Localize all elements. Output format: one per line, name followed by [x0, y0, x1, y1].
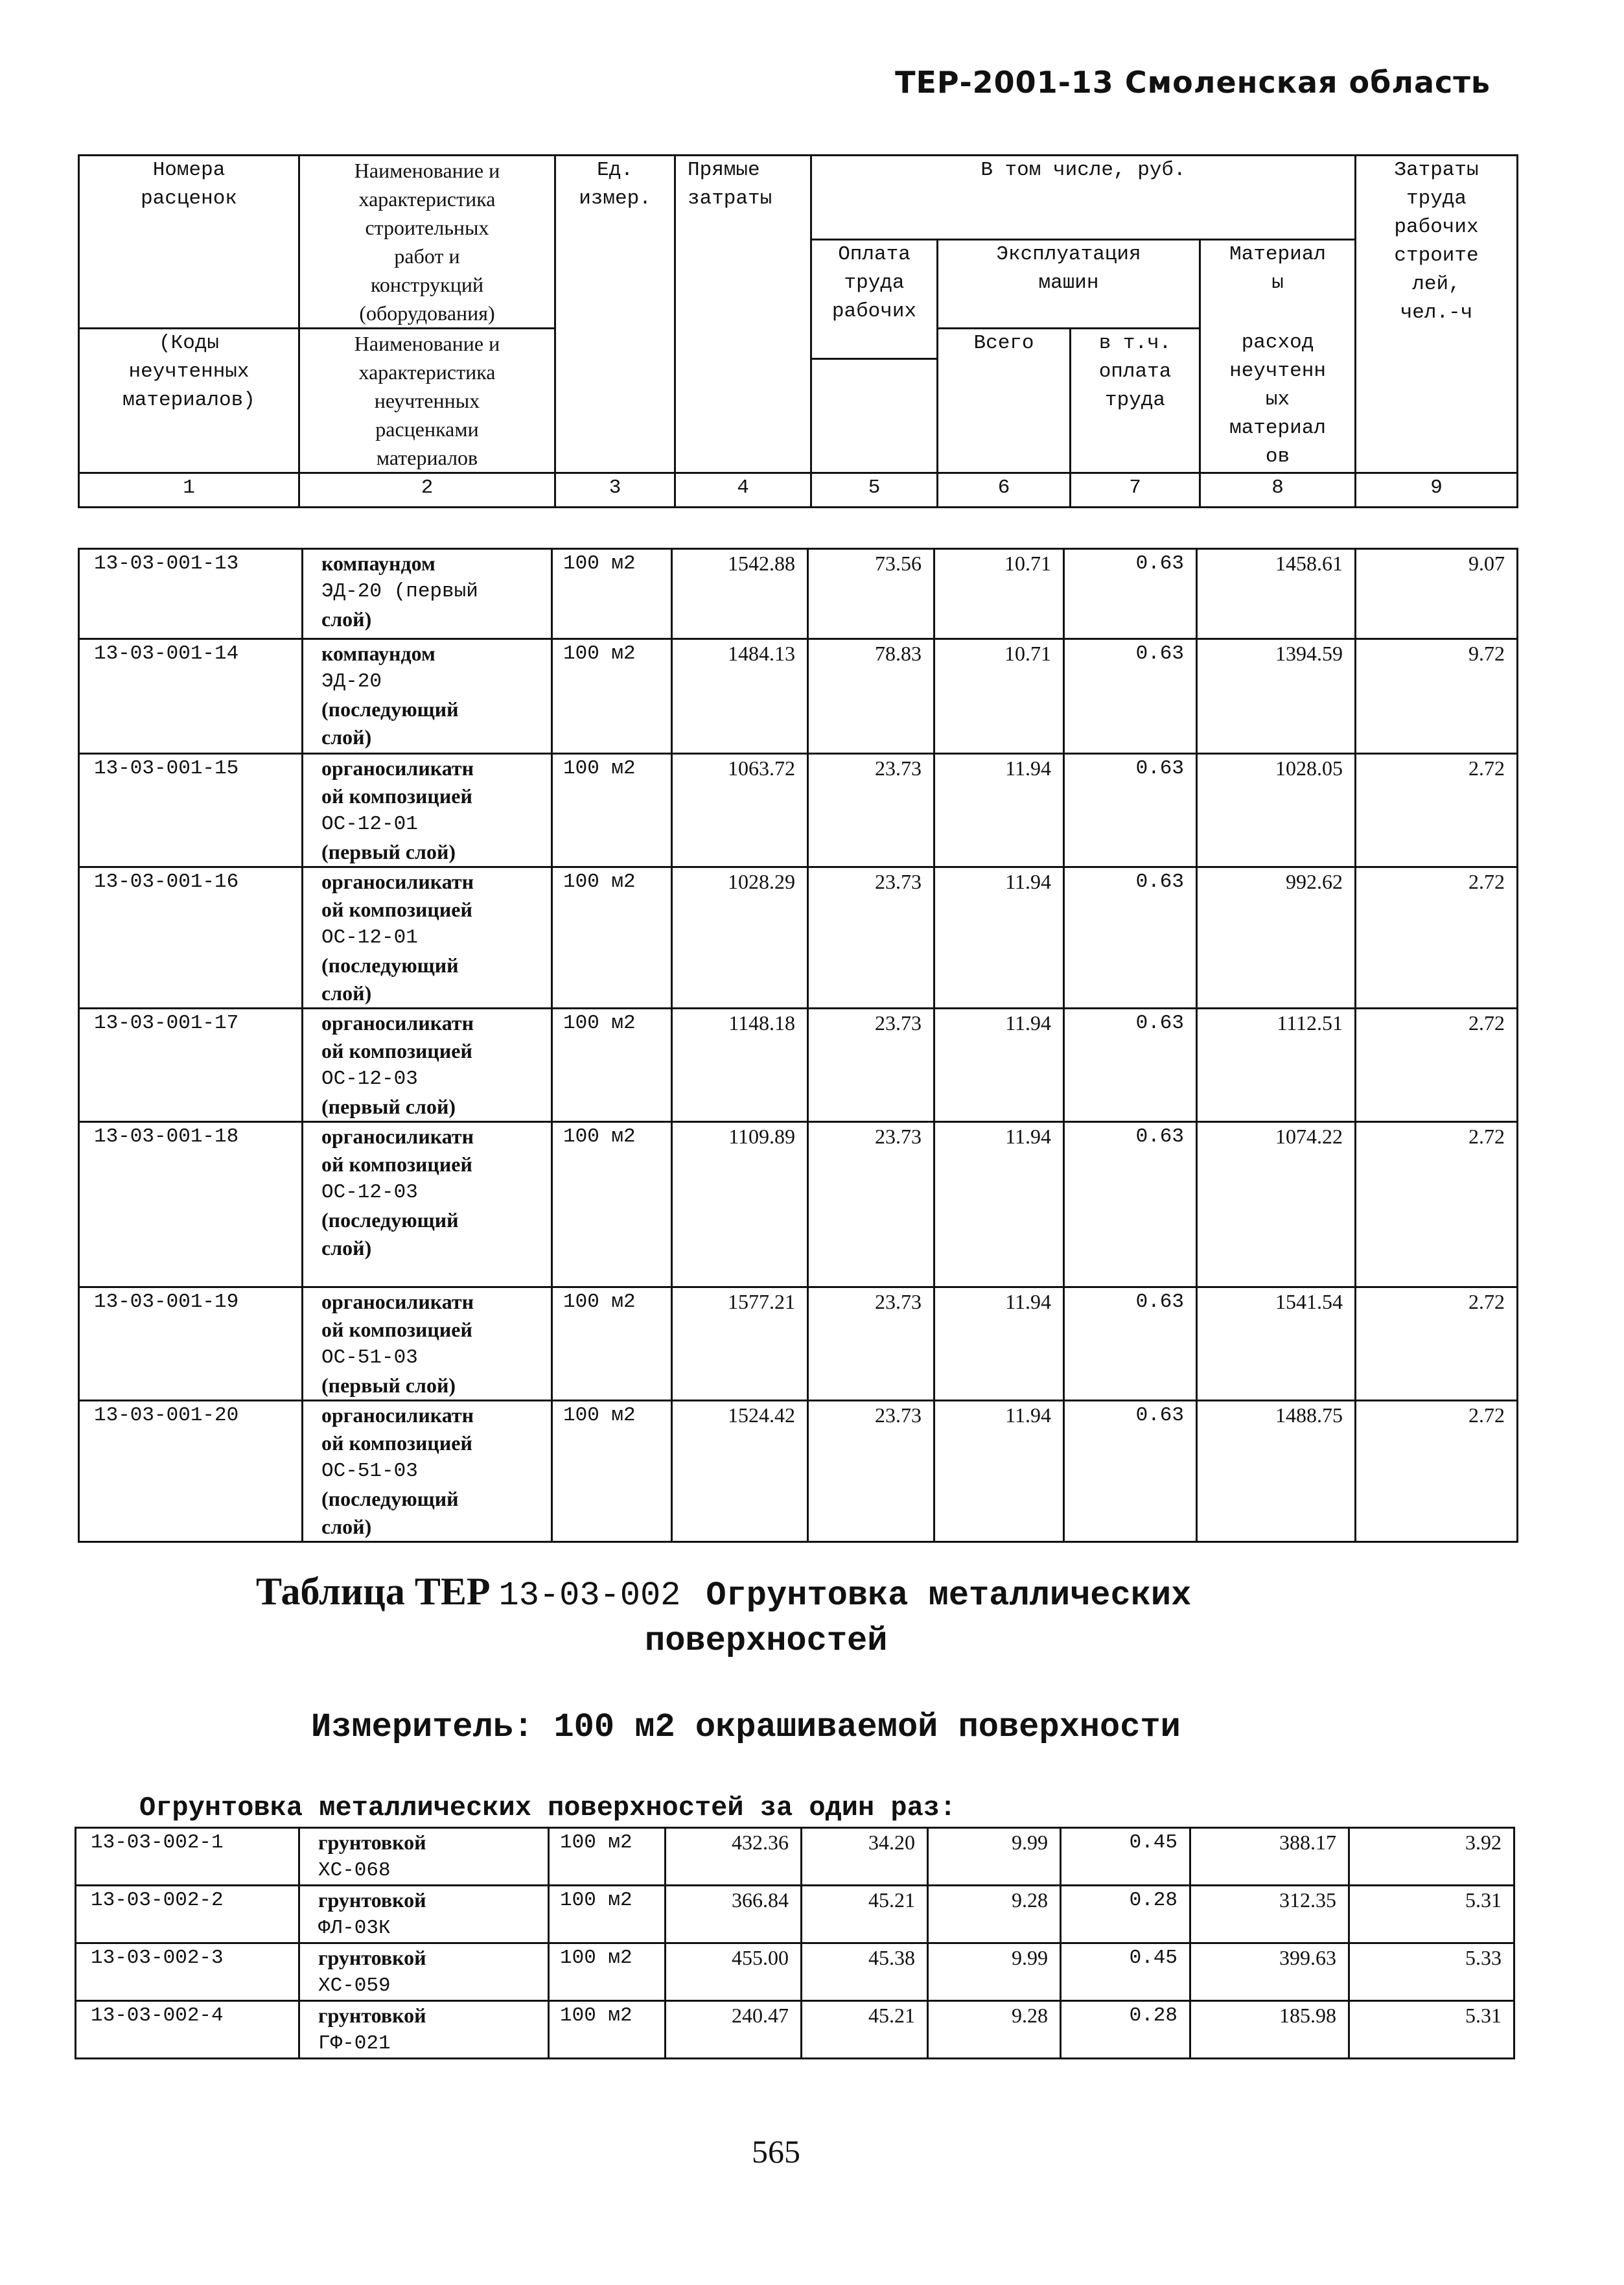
colnum-6: 6: [938, 473, 1071, 508]
machine-labor-pay: 0.63: [1064, 1122, 1197, 1287]
work-name-line: ХС-059: [318, 1974, 391, 1997]
header-line: ы: [1271, 272, 1284, 294]
table-row: [79, 549, 1518, 639]
header-line: работ и: [394, 244, 460, 268]
rate-code: 13-03-002-2: [76, 1886, 299, 1943]
work-name-line: органосиликатн: [321, 1403, 474, 1427]
unit: 100 м2: [549, 1886, 666, 1943]
work-name: [299, 1943, 549, 2001]
work-name-line: слой): [321, 725, 372, 749]
work-name-line: компаундом: [321, 642, 435, 665]
work-name-line: ХС-068: [318, 1859, 391, 1882]
work-name-line: ой композицией: [321, 898, 472, 921]
machine-labor-pay: 0.63: [1064, 1287, 1197, 1401]
col-pay-empty: [811, 358, 938, 473]
unit: 100 м2: [549, 1943, 666, 2001]
work-name: [303, 1401, 552, 1542]
work-name-line: компаундом: [321, 552, 435, 575]
machine-cost: 10.71: [934, 639, 1064, 754]
table-title-prefix: Таблица ТЕР: [256, 1570, 491, 1613]
header-line: ых: [1265, 388, 1290, 411]
work-name-line: органосиликатн: [321, 1011, 474, 1035]
colnum-1: 1: [79, 473, 299, 508]
work-name: [303, 1009, 552, 1122]
header-line: Номера: [152, 159, 226, 182]
header-line: материал: [1229, 416, 1326, 439]
work-name-line: ГФ-021: [318, 2032, 391, 2055]
rate-code: 13-03-002-1: [76, 1828, 299, 1886]
col-unit-header: [555, 156, 675, 473]
labor-pay: 78.83: [808, 639, 934, 754]
col-machines-group: [938, 240, 1200, 329]
column-number-row: [79, 473, 1518, 508]
machine-labor-pay: 0.45: [1061, 1943, 1190, 2001]
table-title-text-2: поверхностей: [645, 1622, 888, 1660]
col-machines-pay: [1071, 329, 1200, 473]
unit: 100 м2: [552, 867, 672, 1009]
unit: 100 м2: [552, 549, 672, 639]
labor-pay: 23.73: [808, 1287, 934, 1401]
machine-cost: 11.94: [934, 1009, 1064, 1122]
labor-hours: 2.72: [1356, 754, 1518, 867]
labor-pay: 45.21: [802, 2001, 928, 2059]
header-line: Наименование и: [354, 332, 500, 355]
materials-cost: 1541.54: [1197, 1287, 1356, 1401]
header-line: машин: [1038, 272, 1099, 294]
work-name-line: грунтовкой: [318, 1831, 426, 1854]
work-name-line: ОС-12-01: [321, 926, 418, 949]
labor-pay: 23.73: [808, 1401, 934, 1542]
work-name: [303, 1122, 552, 1287]
materials-cost: 1028.05: [1197, 754, 1356, 867]
table-title-code: 13-03-002: [498, 1576, 681, 1615]
header-line: расценок: [141, 187, 237, 210]
work-name: [303, 867, 552, 1009]
col-materials-subheader: [1200, 329, 1356, 473]
work-name: [303, 549, 552, 639]
work-name-line: (первый слой): [321, 1374, 456, 1397]
direct-cost: 1109.89: [672, 1122, 808, 1287]
direct-cost: 1577.21: [672, 1287, 808, 1401]
header-line: материалов: [376, 446, 478, 469]
rate-code: 13-03-002-3: [76, 1943, 299, 2001]
work-name-line: слой): [321, 1515, 372, 1538]
materials-cost: 399.63: [1190, 1943, 1349, 2001]
colnum-7: 7: [1071, 473, 1200, 508]
machine-cost: 9.99: [928, 1828, 1061, 1886]
work-name-line: ой композицией: [321, 1318, 472, 1341]
direct-cost: 1524.42: [672, 1401, 808, 1542]
header-line: расценками: [375, 417, 479, 441]
header-line: расход: [1241, 331, 1314, 354]
rate-code: 13-03-001-15: [79, 754, 303, 867]
labor-pay: 34.20: [802, 1828, 928, 1886]
rates-table-13-03-002: [75, 1827, 1515, 2059]
work-name-line: грунтовкой: [318, 1888, 426, 1912]
header-line: затраты: [688, 187, 772, 210]
table-row: [76, 1943, 1514, 2001]
col-code-header: [79, 156, 299, 329]
labor-pay: 23.73: [808, 867, 934, 1009]
colnum-2: 2: [299, 473, 555, 508]
materials-cost: 1074.22: [1197, 1122, 1356, 1287]
table-row: [76, 2001, 1514, 2059]
table-row: [79, 867, 1518, 1009]
labor-hours: 5.31: [1349, 1886, 1514, 1943]
unit: 100 м2: [552, 1401, 672, 1542]
machine-labor-pay: 0.28: [1061, 1886, 1190, 1943]
header-line: Оплата: [838, 243, 911, 266]
labor-hours: 5.33: [1349, 1943, 1514, 2001]
header-line: Материал: [1229, 243, 1326, 266]
table-row: [79, 1401, 1518, 1542]
table-row: [76, 1886, 1514, 1943]
table-title: [256, 1569, 1422, 1664]
header-line: конструкций: [370, 273, 484, 296]
rate-code: 13-03-001-20: [79, 1401, 303, 1542]
machine-cost: 11.94: [934, 867, 1064, 1009]
work-name-line: ой композицией: [321, 1431, 472, 1455]
direct-cost: 432.36: [666, 1828, 802, 1886]
table-row: [79, 754, 1518, 867]
labor-pay: 73.56: [808, 549, 934, 639]
machine-labor-pay: 0.63: [1064, 1009, 1197, 1122]
machine-labor-pay: 0.63: [1064, 754, 1197, 867]
table-row: [76, 1828, 1514, 1886]
table-row: [79, 1287, 1518, 1401]
work-name-line: грунтовкой: [318, 1946, 426, 1969]
direct-cost: 1484.13: [672, 639, 808, 754]
labor-pay: 23.73: [808, 1009, 934, 1122]
col-labor-header: [1356, 156, 1518, 473]
machine-cost: 9.99: [928, 1943, 1061, 2001]
col-direct-header: [675, 156, 811, 473]
materials-cost: 1458.61: [1197, 549, 1356, 639]
rate-code: 13-03-002-4: [76, 2001, 299, 2059]
machine-cost: 11.94: [934, 754, 1064, 867]
measure-unit: Измеритель: 100 м2 окрашиваемой поверхности: [311, 1708, 1181, 1746]
colnum-3: 3: [555, 473, 675, 508]
machine-cost: 11.94: [934, 1287, 1064, 1401]
work-name-line: ОС-51-03: [321, 1460, 418, 1482]
header-line: оплата: [1098, 360, 1172, 383]
header-line: неучтенных: [128, 360, 249, 383]
header-line: строительных: [365, 216, 489, 239]
labor-pay: 45.21: [802, 1886, 928, 1943]
work-name-line: ой композицией: [321, 1039, 472, 1062]
rate-code: 13-03-001-16: [79, 867, 303, 1009]
header-line: характеристика: [358, 360, 496, 384]
work-name-line: органосиликатн: [321, 756, 474, 780]
machine-labor-pay: 0.63: [1064, 1401, 1197, 1542]
work-name-line: ЭД-20 (первый: [321, 580, 478, 603]
table-title-text: Огрунтовка металлических: [706, 1576, 1192, 1615]
header-line: ов: [1265, 445, 1290, 468]
direct-cost: 1063.72: [672, 754, 808, 867]
work-name-line: ой композицией: [321, 784, 472, 808]
colnum-8: 8: [1200, 473, 1356, 508]
rate-code: 13-03-001-18: [79, 1122, 303, 1287]
colnum-4: 4: [675, 473, 811, 508]
colnum-9: 9: [1356, 473, 1518, 508]
labor-pay: 23.73: [808, 1122, 934, 1287]
unit: 100 м2: [552, 1287, 672, 1401]
work-name-line: (последующий: [321, 1208, 459, 1232]
machine-cost: 10.71: [934, 549, 1064, 639]
header-line: Эксплуатация: [996, 243, 1141, 266]
work-name-line: (первый слой): [321, 1095, 456, 1118]
direct-cost: 1542.88: [672, 549, 808, 639]
unit: 100 м2: [552, 754, 672, 867]
header-line: лей,: [1412, 273, 1461, 296]
machine-labor-pay: 0.63: [1064, 549, 1197, 639]
unit: 100 м2: [549, 2001, 666, 2059]
work-name-line: (первый слой): [321, 840, 456, 863]
col-name-subheader: [299, 329, 555, 473]
header-line: Затраты: [1394, 159, 1479, 182]
labor-pay: 45.38: [802, 1943, 928, 2001]
header-line: рабочих: [831, 300, 917, 323]
work-name: [303, 639, 552, 754]
direct-cost: 366.84: [666, 1886, 802, 1943]
header-line: рабочих: [1394, 216, 1479, 239]
work-name: [303, 754, 552, 867]
col-group-header: В том числе, руб.: [811, 156, 1356, 240]
unit: 100 м2: [549, 1828, 666, 1886]
header-line: материалов): [122, 389, 255, 412]
unit: 100 м2: [552, 1009, 672, 1122]
work-name-line: органосиликатн: [321, 870, 474, 893]
machine-cost: 11.94: [934, 1122, 1064, 1287]
work-name-line: (последующий: [321, 697, 459, 721]
header-line: неучтенных: [374, 389, 480, 412]
rates-table-13-03-001: [78, 548, 1518, 1543]
header-line: труда: [1406, 187, 1467, 210]
work-name-line: (последующий: [321, 1487, 459, 1510]
header-line: Ед.: [597, 159, 633, 182]
work-name-line: ой композицией: [321, 1153, 472, 1176]
work-name-line: органосиликатн: [321, 1125, 474, 1148]
machine-labor-pay: 0.28: [1061, 2001, 1190, 2059]
labor-hours: 2.72: [1356, 867, 1518, 1009]
header-line: Прямые: [688, 159, 760, 182]
header-line: (Коды: [158, 332, 219, 355]
labor-hours: 2.72: [1356, 1287, 1518, 1401]
work-name: [303, 1287, 552, 1401]
table-row: [79, 1009, 1518, 1122]
materials-cost: 312.35: [1190, 1886, 1349, 1943]
document-header: ТЕР-2001-13 Смоленская область: [895, 65, 1491, 100]
labor-hours: 5.31: [1349, 2001, 1514, 2059]
col-machines-total: Всего: [938, 329, 1071, 473]
header-line: строите: [1394, 244, 1479, 267]
header-line: труда: [844, 272, 905, 294]
labor-pay: 23.73: [808, 754, 934, 867]
labor-hours: 3.92: [1349, 1828, 1514, 1886]
work-name-line: (последующий: [321, 954, 459, 977]
header-line: неучтенн: [1229, 359, 1326, 382]
labor-hours: 9.72: [1356, 639, 1518, 754]
machine-cost: 11.94: [934, 1401, 1064, 1542]
work-name-line: ОС-12-03: [321, 1181, 418, 1204]
machine-cost: 9.28: [928, 1886, 1061, 1943]
machine-labor-pay: 0.63: [1064, 867, 1197, 1009]
work-name: [299, 2001, 549, 2059]
col-name-header: [299, 156, 555, 329]
header-line: Наименование и: [354, 159, 500, 182]
unit: 100 м2: [552, 1122, 672, 1287]
materials-cost: 1112.51: [1197, 1009, 1356, 1122]
direct-cost: 1028.29: [672, 867, 808, 1009]
work-name-line: слой): [321, 1236, 372, 1260]
rate-code: 13-03-001-13: [79, 549, 303, 639]
col-code-subheader: [79, 329, 299, 473]
colnum-5: 5: [811, 473, 938, 508]
work-name-line: ОС-12-01: [321, 813, 418, 836]
header-line: (оборудования): [359, 301, 495, 325]
work-name-line: ЭД-20: [321, 670, 382, 693]
labor-hours: 2.72: [1356, 1122, 1518, 1287]
machine-labor-pay: 0.45: [1061, 1828, 1190, 1886]
col-materials-header: [1200, 240, 1356, 329]
header-line: в т.ч.: [1098, 332, 1172, 355]
table-row: [79, 639, 1518, 754]
page-number: 565: [752, 2133, 800, 2170]
machine-cost: 9.28: [928, 2001, 1061, 2059]
rate-code: 13-03-001-17: [79, 1009, 303, 1122]
rate-code: 13-03-001-19: [79, 1287, 303, 1401]
unit: 100 м2: [552, 639, 672, 754]
work-name: [299, 1828, 549, 1886]
header-line: чел.-ч: [1400, 301, 1473, 324]
work-name: [299, 1886, 549, 1943]
materials-cost: 992.62: [1197, 867, 1356, 1009]
materials-cost: 388.17: [1190, 1828, 1349, 1886]
direct-cost: 455.00: [666, 1943, 802, 2001]
work-name-line: грунтовкой: [318, 2004, 426, 2027]
materials-cost: 1394.59: [1197, 639, 1356, 754]
column-header-table: [78, 154, 1518, 508]
work-name-line: органосиликатн: [321, 1290, 474, 1313]
header-line: измер.: [579, 187, 651, 210]
labor-hours: 9.07: [1356, 549, 1518, 639]
direct-cost: 240.47: [666, 2001, 802, 2059]
header-line: труда: [1104, 389, 1165, 412]
rate-code: 13-03-001-14: [79, 639, 303, 754]
work-name-line: слой): [321, 981, 372, 1005]
work-name-line: ОС-12-03: [321, 1068, 418, 1090]
machine-labor-pay: 0.63: [1064, 639, 1197, 754]
table-row: [79, 1122, 1518, 1287]
labor-hours: 2.72: [1356, 1401, 1518, 1542]
direct-cost: 1148.18: [672, 1009, 808, 1122]
labor-hours: 2.72: [1356, 1009, 1518, 1122]
work-name-line: ФЛ-03К: [318, 1917, 391, 1939]
work-name-line: ОС-51-03: [321, 1346, 418, 1369]
materials-cost: 1488.75: [1197, 1401, 1356, 1542]
work-name-line: слой): [321, 607, 372, 631]
header-line: характеристика: [358, 187, 496, 211]
materials-cost: 185.98: [1190, 2001, 1349, 2059]
section-heading: Огрунтовка металлических поверхностей за один раз:: [139, 1792, 957, 1823]
col-pay-header: [811, 240, 938, 359]
